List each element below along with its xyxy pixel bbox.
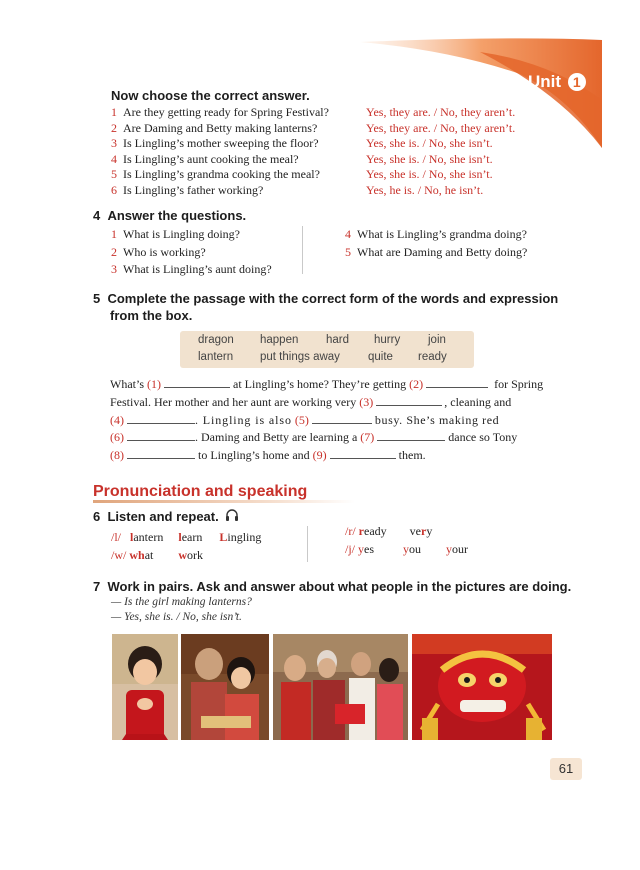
question-text: Are Daming and Betty making lanterns? bbox=[123, 120, 318, 135]
choose-answer-6: Yes, he is. / No, he isn’t. bbox=[366, 182, 484, 197]
question-text: Is Lingling’s grandma cooking the meal? bbox=[123, 167, 320, 181]
example-word bbox=[410, 524, 433, 538]
question-text: Who is working? bbox=[123, 244, 206, 259]
exercise-title: Listen and repeat. bbox=[107, 509, 219, 524]
blank-line bbox=[376, 394, 442, 406]
ex4-question-4 bbox=[345, 226, 527, 244]
phoneme-row-r bbox=[345, 524, 432, 539]
word-box-item: put things away bbox=[260, 351, 340, 363]
phoneme-row-w bbox=[111, 548, 203, 563]
blank-number: (3) bbox=[359, 394, 374, 409]
ex7-heading bbox=[93, 579, 571, 594]
example-word bbox=[446, 542, 468, 556]
word-box-item: join bbox=[428, 334, 446, 346]
blank-line bbox=[127, 447, 195, 459]
item-number: 3 bbox=[111, 262, 117, 276]
word-box-item: ready bbox=[418, 351, 447, 363]
ex5-passage bbox=[110, 376, 554, 465]
example-word bbox=[219, 530, 261, 544]
blank-line bbox=[164, 376, 230, 388]
blank-line bbox=[127, 412, 195, 424]
item-number: 3 bbox=[111, 136, 117, 150]
item-number: 6 bbox=[111, 182, 117, 197]
section-title-underline bbox=[93, 500, 355, 503]
exercise-number: 7 bbox=[93, 579, 101, 594]
example-word bbox=[403, 542, 421, 556]
choose-answer-2: Yes, they are. / No, they aren’t. bbox=[366, 120, 516, 135]
ex5-heading bbox=[93, 291, 558, 306]
highlighted-letters: r bbox=[420, 524, 427, 538]
blank-number: (4) bbox=[110, 412, 124, 427]
phoneme-symbol: /l/ bbox=[111, 530, 122, 544]
example-word bbox=[178, 530, 202, 544]
word-rest: earn bbox=[181, 530, 203, 544]
exercise-title: Work in pairs. Ask and answer about what people in the pictures are doing. bbox=[107, 579, 572, 594]
passage-text: busy. She’s making red bbox=[374, 412, 500, 427]
unit-word: Unit bbox=[528, 72, 562, 91]
word-rest: antern bbox=[133, 530, 164, 544]
phoneme-symbol: /r/ bbox=[345, 524, 356, 538]
highlighted-letters: y bbox=[446, 542, 453, 556]
blank-line bbox=[127, 429, 195, 441]
passage-text: , cleaning and bbox=[444, 394, 512, 409]
passage-text: to Lingling’s home and bbox=[198, 448, 310, 463]
item-number: 1 bbox=[111, 227, 117, 241]
word-rest: ork bbox=[187, 548, 204, 562]
passage-text: at Lingling’s home? They’re getting bbox=[233, 377, 407, 391]
word-rest: y bbox=[426, 524, 433, 538]
phoneme-row-l bbox=[111, 530, 261, 545]
question-text: Is Lingling’s mother sweeping the floor? bbox=[123, 136, 319, 150]
item-number: 2 bbox=[111, 244, 117, 259]
phoneme-symbol: /j/ bbox=[345, 542, 356, 556]
passage-line-3 bbox=[110, 412, 554, 430]
example-word bbox=[130, 530, 163, 544]
word-rest: eady bbox=[364, 524, 387, 538]
highlighted-letters: l bbox=[178, 530, 182, 544]
question-text: What are Daming and Betty doing? bbox=[357, 244, 528, 259]
photo-grandfather-and-girl bbox=[181, 634, 269, 740]
choose-heading: Now choose the correct answer. bbox=[111, 88, 310, 103]
word-box-item: lantern bbox=[198, 351, 234, 363]
ex4-heading bbox=[93, 208, 246, 223]
photo-dragon-dance bbox=[412, 634, 552, 740]
blank-line bbox=[426, 376, 488, 388]
word-rest: ingling bbox=[227, 530, 262, 544]
example-word bbox=[178, 548, 203, 562]
highlighted-letters: r bbox=[358, 524, 364, 538]
exercise-title: Answer the questions. bbox=[107, 208, 247, 223]
choose-answer-5: Yes, she is. / No, she isn’t. bbox=[366, 167, 493, 181]
item-number: 5 bbox=[111, 167, 117, 181]
photo-girl-in-red bbox=[112, 634, 178, 740]
unit-number: 1 bbox=[568, 73, 586, 91]
item-number: 5 bbox=[345, 244, 351, 259]
blank-number: (7) bbox=[360, 430, 375, 445]
ex4-column-divider bbox=[302, 226, 303, 274]
passage-text: . Daming and Betty are learning a bbox=[195, 430, 358, 445]
highlighted-letters: l bbox=[130, 530, 134, 544]
passage-line-2 bbox=[110, 394, 554, 412]
choose-answer-3: Yes, she is. / No, she isn’t. bbox=[366, 136, 493, 150]
ex4-left-questions bbox=[111, 226, 272, 279]
highlighted-letters: y bbox=[403, 542, 410, 556]
blank-number: (6) bbox=[110, 430, 124, 445]
item-number: 4 bbox=[111, 151, 117, 166]
ex5-heading-line2: from the box. bbox=[110, 308, 193, 323]
word-box-item: hard bbox=[326, 334, 350, 346]
word-rest: our bbox=[452, 542, 469, 556]
exercise-number: 5 bbox=[93, 291, 101, 306]
photo-family-celebration bbox=[273, 634, 408, 740]
choose-question-6 bbox=[111, 183, 329, 199]
passage-text: Festival. Her mother and her aunt are working very bbox=[110, 394, 357, 409]
example-word bbox=[359, 524, 387, 538]
word-prefix: ve bbox=[409, 524, 421, 538]
exercise-number: 4 bbox=[93, 208, 101, 223]
word-box bbox=[180, 331, 474, 368]
choose-question-list bbox=[111, 105, 329, 198]
passage-text: for Spring bbox=[494, 377, 544, 391]
exercise-number: 6 bbox=[93, 509, 101, 524]
unit-label bbox=[528, 72, 586, 92]
headphones-icon[interactable] bbox=[225, 508, 239, 522]
question-text: What is Lingling doing? bbox=[123, 227, 240, 241]
highlighted-letters: wh bbox=[129, 548, 145, 562]
item-number: 1 bbox=[111, 105, 117, 119]
item-number: 4 bbox=[345, 227, 351, 241]
choose-answer-list bbox=[366, 105, 515, 198]
ex6-column-divider bbox=[307, 526, 308, 562]
highlighted-letters: w bbox=[178, 548, 188, 562]
word-box-item: dragon bbox=[198, 334, 234, 346]
blank-number: (9) bbox=[312, 448, 327, 463]
ex4-question-3 bbox=[111, 261, 272, 279]
passage-line-5 bbox=[110, 447, 554, 465]
blank-number: (8) bbox=[110, 448, 124, 463]
question-text: Is Lingling’s father working? bbox=[123, 182, 264, 197]
choose-question-4 bbox=[111, 152, 329, 168]
choose-answer-4: Yes, she is. / No, she isn’t. bbox=[366, 151, 493, 166]
phoneme-row-j bbox=[345, 542, 468, 557]
passage-text: What’s bbox=[110, 377, 144, 391]
highlighted-letters: L bbox=[219, 530, 228, 544]
exercise-title-line1: Complete the passage with the correct form of the words and expression bbox=[107, 291, 559, 306]
example-word bbox=[129, 548, 153, 562]
choose-question-2 bbox=[111, 121, 329, 137]
pronunciation-section-title: Pronunciation and speaking bbox=[93, 483, 308, 500]
blank-number: (2) bbox=[409, 377, 424, 391]
passage-text: . Lingling is also bbox=[195, 412, 292, 427]
choose-answer-1: Yes, they are. / No, they aren’t. bbox=[366, 105, 516, 119]
word-box-item: happen bbox=[260, 334, 299, 346]
word-rest: at bbox=[144, 548, 154, 562]
phoneme-symbol: /w/ bbox=[111, 548, 127, 562]
blank-line bbox=[330, 447, 396, 459]
blank-number: (1) bbox=[147, 377, 161, 391]
page-number: 61 bbox=[550, 758, 582, 780]
blank-line bbox=[312, 412, 372, 424]
question-text: What is Lingling’s aunt doing? bbox=[123, 262, 272, 276]
passage-line-4 bbox=[110, 429, 554, 447]
word-box-item: quite bbox=[368, 351, 393, 363]
passage-text: dance so Tony bbox=[448, 430, 518, 445]
choose-question-1 bbox=[111, 105, 329, 121]
highlighted-letters: y bbox=[358, 542, 365, 556]
ex4-question-2 bbox=[111, 244, 272, 262]
question-text: Are they getting ready for Spring Festival? bbox=[123, 105, 329, 119]
ex7-example-question: — Is the girl making lanterns? bbox=[111, 596, 252, 608]
choose-question-5 bbox=[111, 167, 329, 183]
ex7-example-answer: — Yes, she is. / No, she isn’t. bbox=[111, 611, 242, 623]
ex4-question-1 bbox=[111, 226, 272, 244]
ex4-right-questions bbox=[345, 226, 527, 261]
blank-number: (5) bbox=[294, 412, 309, 427]
question-text: What is Lingling’s grandma doing? bbox=[357, 227, 527, 241]
ex4-question-5 bbox=[345, 244, 527, 262]
passage-text: them. bbox=[398, 448, 426, 463]
blank-line bbox=[377, 429, 445, 441]
ex6-heading bbox=[93, 509, 219, 524]
question-text: Is Lingling’s aunt cooking the meal? bbox=[123, 151, 299, 166]
word-box-item: hurry bbox=[374, 334, 401, 346]
choose-question-3 bbox=[111, 136, 329, 152]
passage-line-1 bbox=[110, 376, 554, 394]
word-rest: es bbox=[364, 542, 375, 556]
example-word bbox=[358, 542, 374, 556]
item-number: 2 bbox=[111, 120, 117, 135]
word-rest: ou bbox=[409, 542, 422, 556]
